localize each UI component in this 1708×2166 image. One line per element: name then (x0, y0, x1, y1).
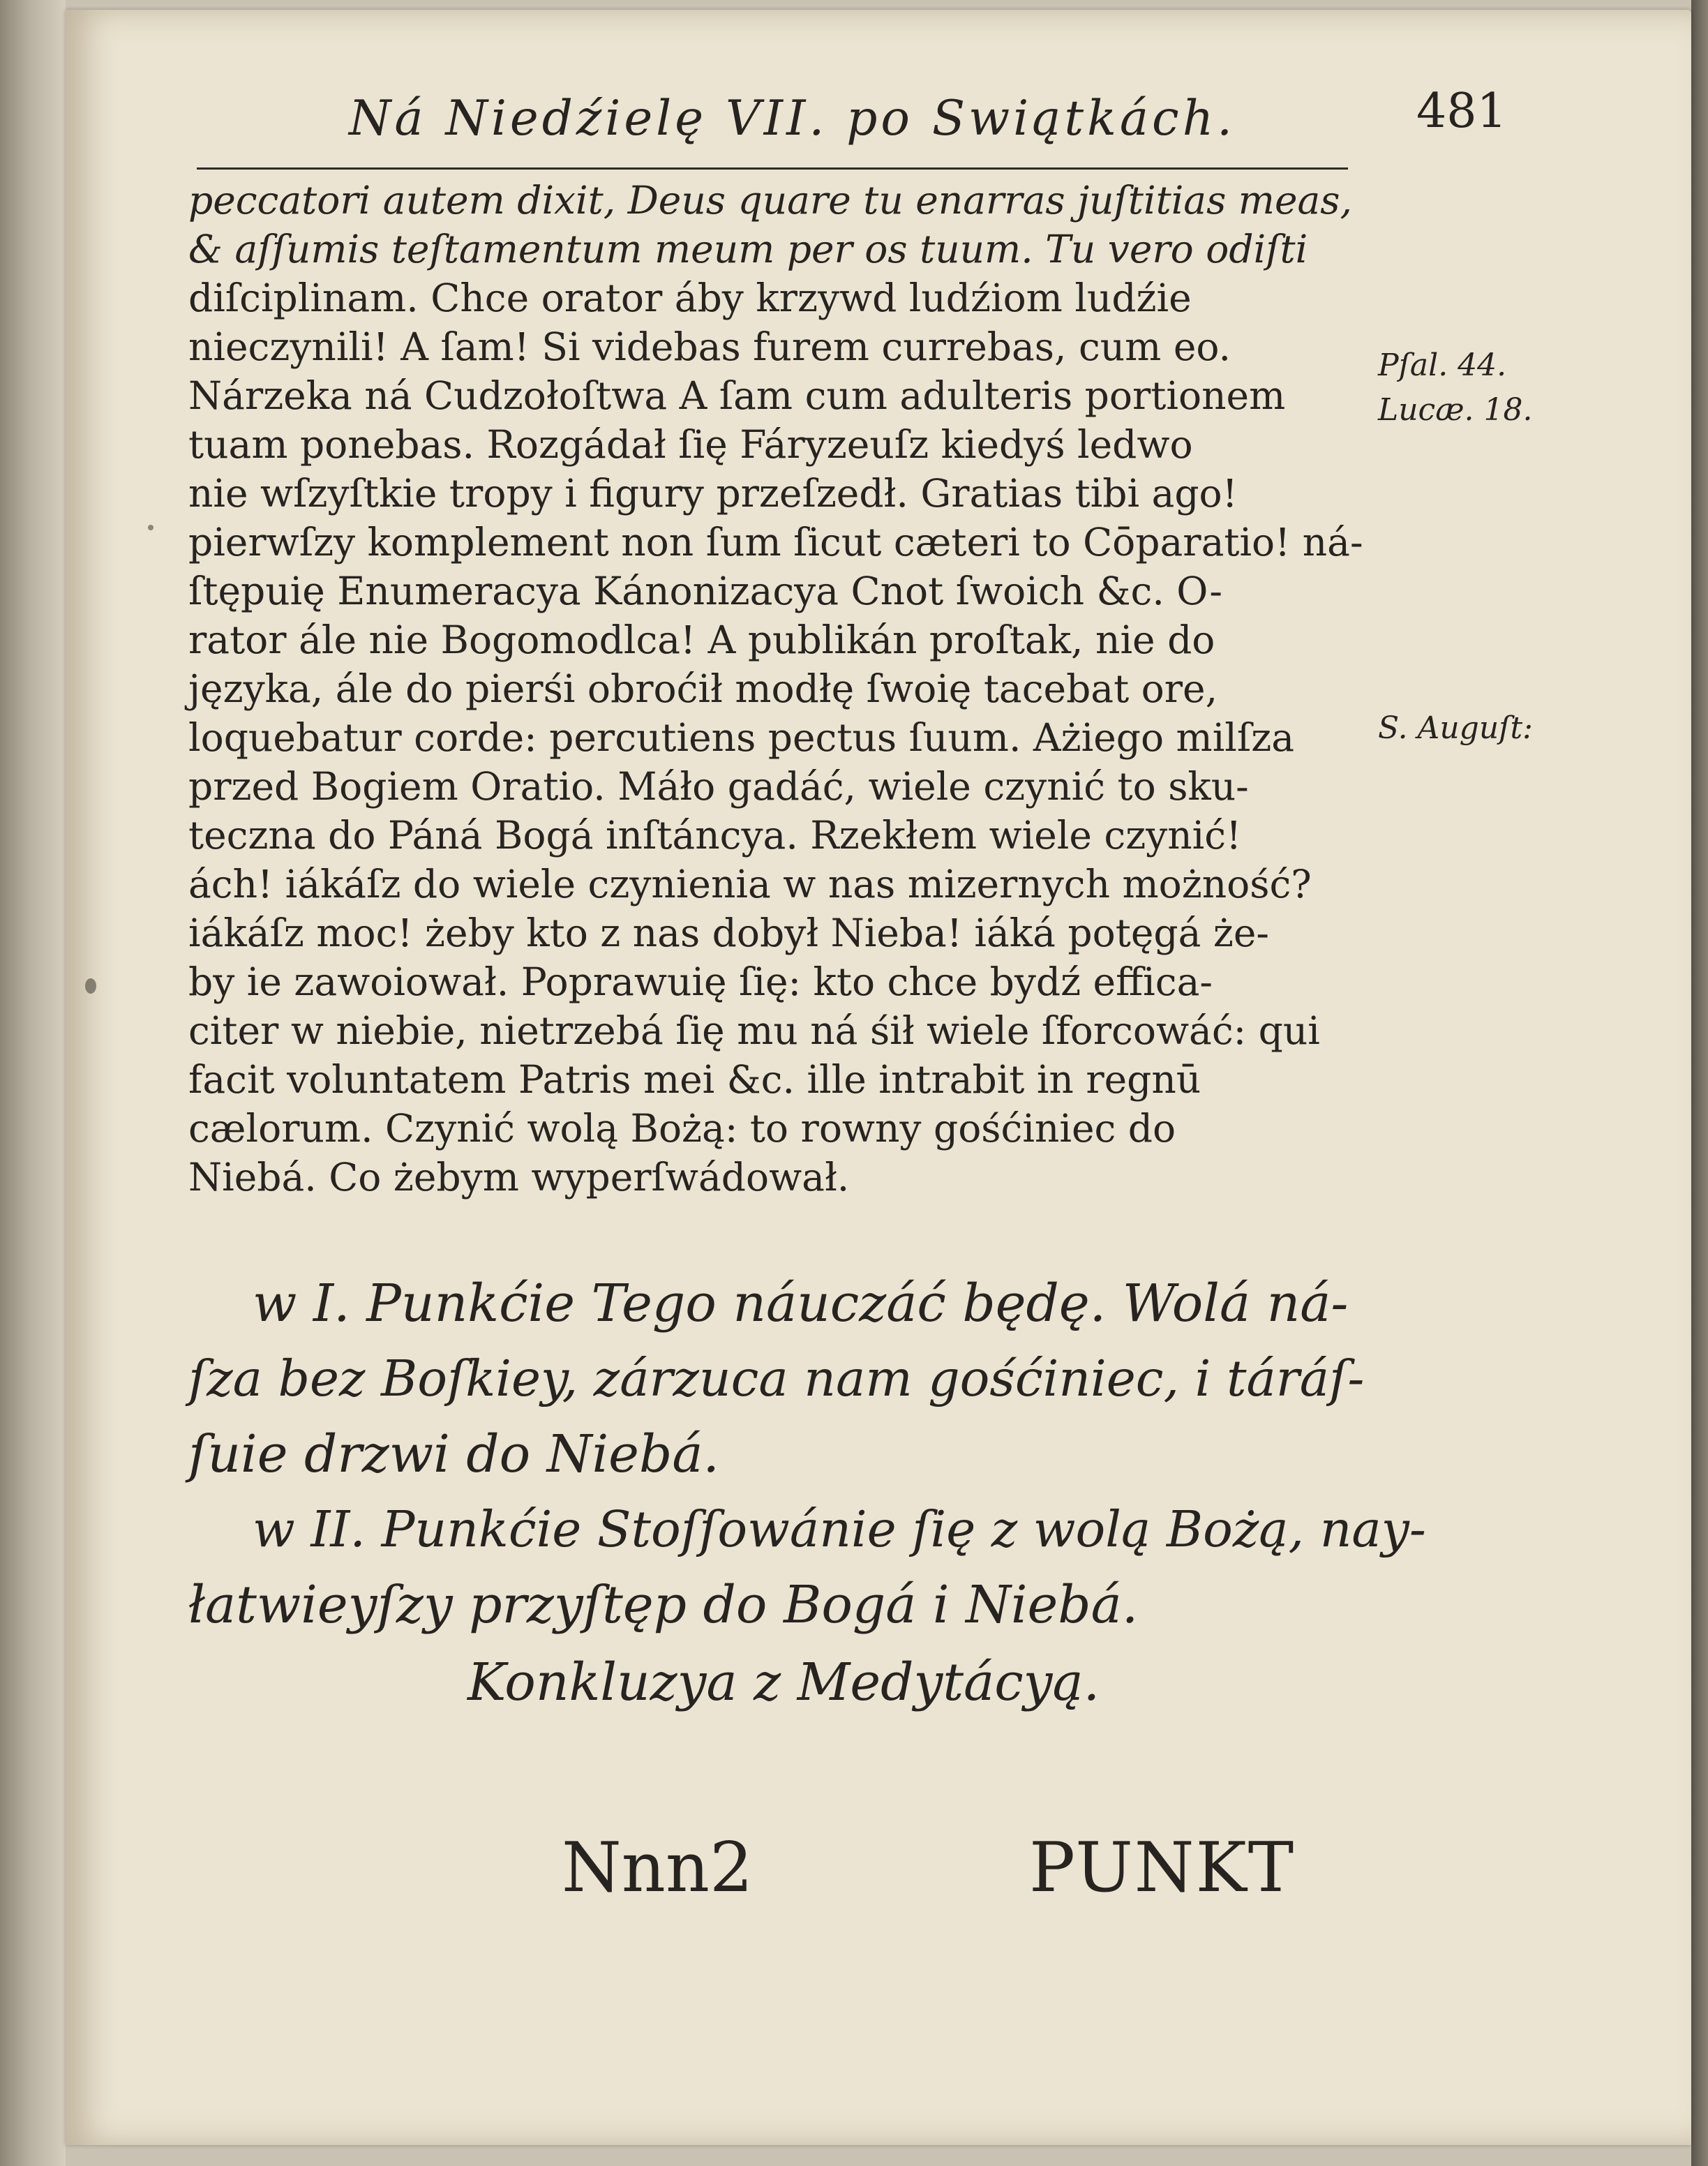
body-line: nieczynili! A ſam! Si videbas furem currebas, cum eo. (188, 324, 1231, 369)
body-line: przed Bogiem Oratio. Máło gadáć, wiele czynić to sku- (188, 764, 1249, 809)
point-line: ſuie drzwi do Niebá. (188, 1424, 719, 1484)
body-line: Nárzeka ná Cudzołoſtwa A ſam cum adulteris portionem (188, 373, 1286, 418)
marginal-note: S. Auguſt: (1378, 710, 1533, 746)
previous-page-edge (0, 0, 66, 2166)
point-line: w II. Punkćie Stoſſowánie ſię z wolą Bożą, nay- (253, 1500, 1426, 1558)
point-line: łatwieyſzy przyſtęp do Bogá i Niebá. (188, 1575, 1139, 1635)
body-line: peccatori autem dixit, Deus quare tu enarras juſtitias meas, (188, 178, 1352, 223)
page-edge-shadow (1691, 0, 1708, 2166)
ink-spot (148, 525, 153, 530)
body-line: tuam ponebas. Rozgádał ſię Fáryzeuſz kiedyś ledwo (188, 422, 1193, 467)
point-line: ſza bez Boſkiey, zárzuca nam gośćiniec, i táráſ- (188, 1350, 1365, 1407)
body-line: cælorum. Czynić wolą Bożą: to rowny gośćiniec do (188, 1106, 1176, 1151)
body-line: loquebatur corde: percutiens pectus ſuum. Ażiego milſza (188, 715, 1295, 760)
running-title: Ná Niedźielę VII. po Swiątkách. (349, 91, 1236, 147)
point-line: w I. Punkćie Tego náuczáć będę. Wolá ná- (253, 1274, 1349, 1334)
body-line: Niebá. Co żebym wyperſwádował. (188, 1155, 850, 1200)
body-line: rator ále nie Bogomodlca! A publikán proſtak, nie do (188, 618, 1215, 662)
body-line: citer w niebie, nietrzebá ſię mu ná śił wiele ſforcowáć: qui (188, 1008, 1320, 1053)
body-line: języka, ále do pierśi obroćił modłę ſwoię tacebat ore, (188, 666, 1218, 711)
body-line: facit voluntatem Patris mei &c. ille intrabit in regnū (188, 1057, 1201, 1102)
marginal-note: Pſal. 44. (1378, 348, 1507, 383)
catchword: PUNKT (1029, 1828, 1296, 1908)
body-line: teczna do Páná Bogá inſtáncya. Rzekłem wiele czynić! (188, 813, 1242, 858)
page-number: 481 (1416, 84, 1507, 139)
body-line: iákáſz moc! żeby kto z nas dobył Nieba! iáká potęgá że- (188, 911, 1269, 955)
ink-spot (85, 978, 96, 994)
signature-mark: Nnn2 (562, 1828, 754, 1908)
closing-heading: Konkluzya z Medytácyą. (467, 1652, 1100, 1712)
body-line: diſciplinam. Chce orator áby krzywd ludźiom ludźie (188, 276, 1192, 320)
body-line: ách! iákáſz do wiele czynienia w nas mizernych możność? (188, 862, 1312, 906)
body-line: pierwſzy komplement non ſum ſicut cæteri to Cōparatio! ná- (188, 520, 1363, 565)
body-line: ſtępuię Enumeracya Kánonizacya Cnot ſwoich &c. O- (188, 569, 1222, 613)
body-line: by ie zawoiował. Poprawuię ſię: kto chce bydź effica- (188, 959, 1213, 1004)
body-line: & aſſumis teſtamentum meum per os tuum. Tu vero odiſti (188, 227, 1308, 271)
body-line: nie wſzyſtkie tropy i figury przeſzedł. Gratias tibi ago! (188, 471, 1238, 516)
marginal-note: Lucæ. 18. (1378, 392, 1533, 428)
header-rule (197, 167, 1348, 170)
